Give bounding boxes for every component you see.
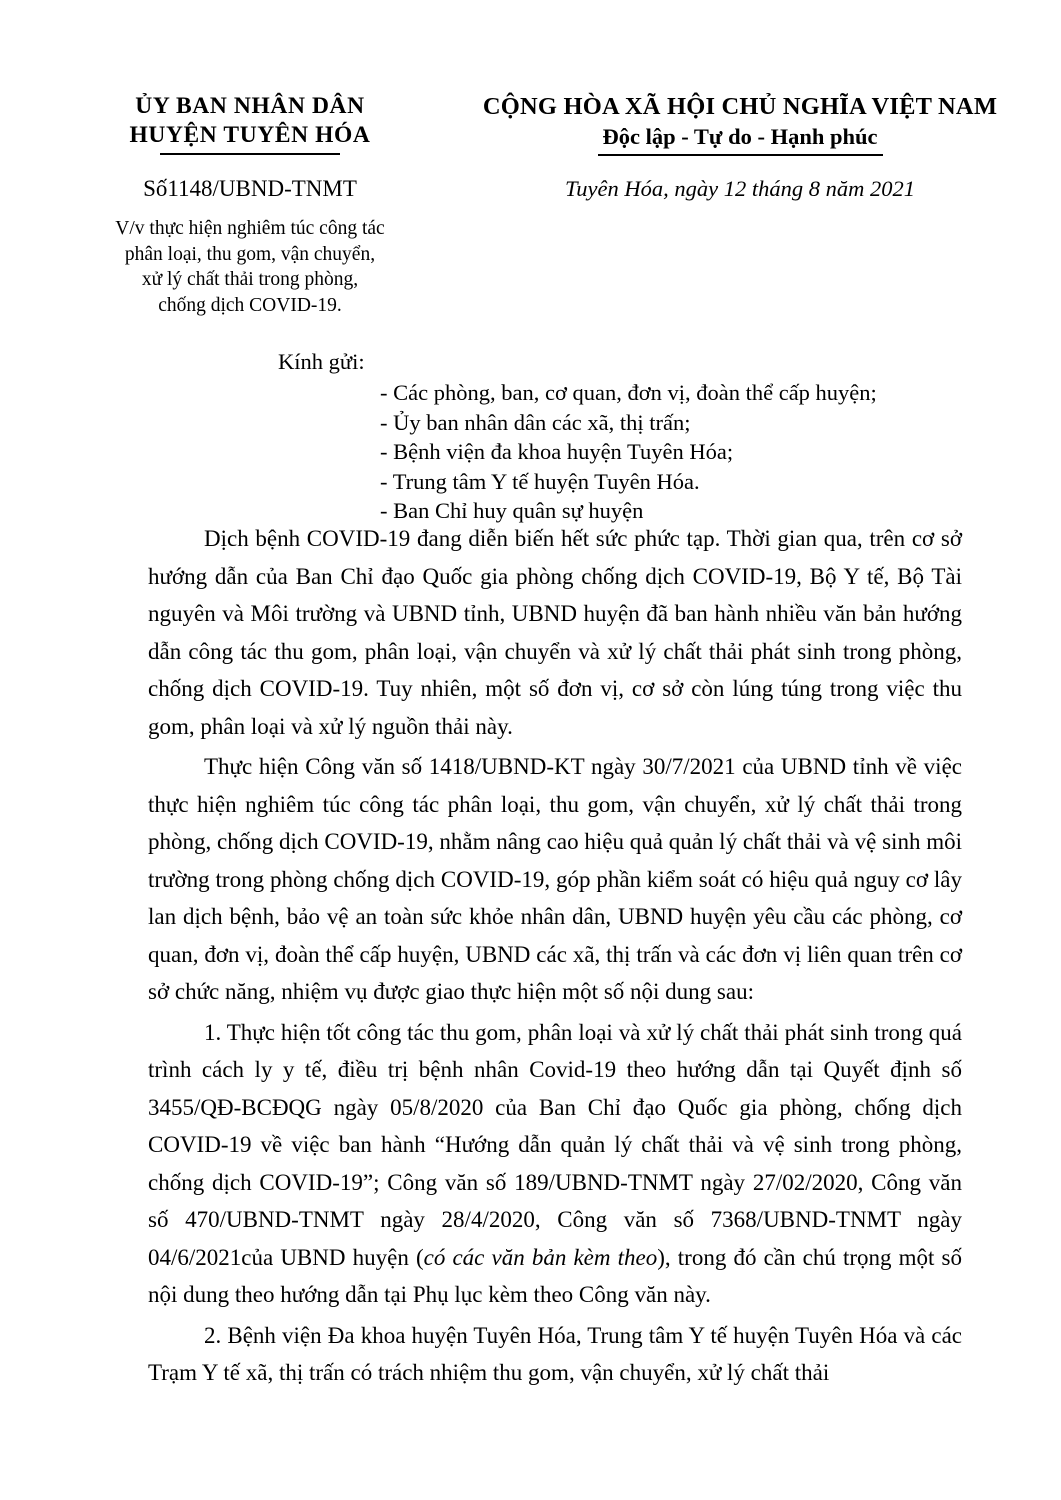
list-item: - Bệnh viện đa khoa huyện Tuyên Hóa; bbox=[380, 439, 734, 464]
national-title: CỘNG HÒA XÃ HỘI CHỦ NGHĨA VIỆT NAM bbox=[482, 93, 998, 120]
list-item: - Ủy ban nhân dân các xã, thị trấn; bbox=[380, 409, 691, 435]
body-paragraph-1: Dịch bệnh COVID-19 đang diễn biến hết sức phức tạp. Thời gian qua, trên cơ sở hướng dẫn của Ban Chỉ đạo Quốc gia phòng chống dịch COVID-19, Bộ Y tế, Bộ Tài nguyên và Môi trường và UBND tỉnh, UBND huyện đã ban hành nhiều văn bản hướng dẫn công tác thu gom, phân loại, vận chuyển và xử lý chất thải phát sinh trong phòng, chống dịch COVID-19. Tuy nhiên, một số đơn vị, cơ sở còn lúng túng trong việc thu gom, phân loại và xử lý nguồn thải này. bbox=[148, 526, 962, 739]
document-number: Số1148/UBND-TNMT bbox=[143, 176, 357, 201]
attached-documents-note: có các văn bản kèm theo bbox=[423, 1244, 658, 1270]
subject-line-1: V/v thực hiện nghiêm túc công tác bbox=[115, 218, 385, 239]
national-motto: Độc lập - Tự do - Hạnh phúc bbox=[602, 124, 878, 149]
document-number-date-row bbox=[0, 176, 1061, 202]
subject-line-2: phân loại, thu gom, vận chuyển, bbox=[124, 243, 376, 265]
list-item: - Ban Chỉ huy quân sự huyện bbox=[380, 498, 644, 523]
document-subject bbox=[40, 216, 460, 318]
subject-line-3: xử lý chất thải trong phòng, bbox=[141, 269, 359, 290]
body-paragraph-2: Thực hiện Công văn số 1418/UBND-KT ngày 30/7/2021 của UBND tỉnh về việc thực hiện nghiêm túc công tác phân loại, thu gom, vận chuyển, xử lý chất thải trong phòng, chống dịch COVID-19, nhằm nâng cao hiệu quả quản lý chất thải và vệ sinh môi trường trong phòng chống dịch COVID-19, góp phần kiểm soát có hiệu quả nguy cơ lây lan dịch bệnh, bảo vệ an toàn sức khỏe nhân dân, UBND huyện yêu cầu các phòng, cơ quan, đơn vị, đoàn thể cấp huyện, UBND các xã, thị trấn và các đơn vị liên quan trên cơ sở chức năng, nhiệm vụ được giao thực hiện một số nội dung sau: bbox=[148, 754, 962, 1004]
document-date: Tuyên Hóa, ngày 12 tháng 8 năm 2021 bbox=[565, 176, 915, 201]
subject-line-4: chống dịch COVID-19. bbox=[158, 294, 342, 316]
authority-underline-rule bbox=[160, 153, 340, 155]
body-paragraph-4: 2. Bệnh viện Đa khoa huyện Tuyên Hóa, Trung tâm Y tế huyện Tuyên Hóa và các Trạm Y tế xã, thị trấn có trách nhiệm thu gom, vận chuyển, xử lý chất thải bbox=[148, 1322, 962, 1385]
authority-line-1: ỦY BAN NHÂN DÂN bbox=[135, 93, 365, 119]
authority-line-2: HUYỆN TUYÊN HÓA bbox=[129, 122, 371, 148]
recipients-block bbox=[0, 346, 1061, 526]
paragraph-3-text-after-citation: ), trong đó cần chú trọng một số nội dung theo hướng dẫn tại Phụ lục kèm theo Công văn này. bbox=[148, 1244, 962, 1307]
recipients-label: Kính gửi: bbox=[278, 349, 365, 374]
document-header bbox=[0, 92, 1061, 156]
national-heading-block bbox=[460, 92, 1020, 156]
recipients-list bbox=[380, 378, 1061, 526]
list-item: - Trung tâm Y tế huyện Tuyên Hóa. bbox=[380, 468, 700, 494]
list-item: - Các phòng, ban, cơ quan, đơn vị, đoàn thể cấp huyện; bbox=[380, 380, 877, 405]
paragraph-3-text-before-citation: 1. Thực hiện tốt công tác thu gom, phân loại và xử lý chất thải phát sinh trong quá trình cách ly y tế, điều trị bệnh nhân Covid-19 theo hướng dẫn tại Quyết định số 3455/QĐ-BCĐQG ngày 05/8/2020 của Ban Chỉ đạo Quốc gia phòng, chống dịch COVID-19 về việc ban hành “Hướng dẫn quản lý chất thải và vệ sinh trong phòng, chống dịch COVID-19”; Công văn số 189/UBND-TNMT ngày 27/02/2020, Công văn số 470/UBND-TNMT ngày 28/4/2020, Công văn số 7368/UBND-TNMT ngày 04/6/2021của UBND huyện ( bbox=[148, 1019, 962, 1270]
document-body bbox=[148, 520, 962, 1392]
body-paragraph-3 bbox=[148, 1014, 962, 1314]
issuing-authority-block bbox=[40, 92, 460, 155]
motto-underline-rule bbox=[598, 154, 883, 156]
